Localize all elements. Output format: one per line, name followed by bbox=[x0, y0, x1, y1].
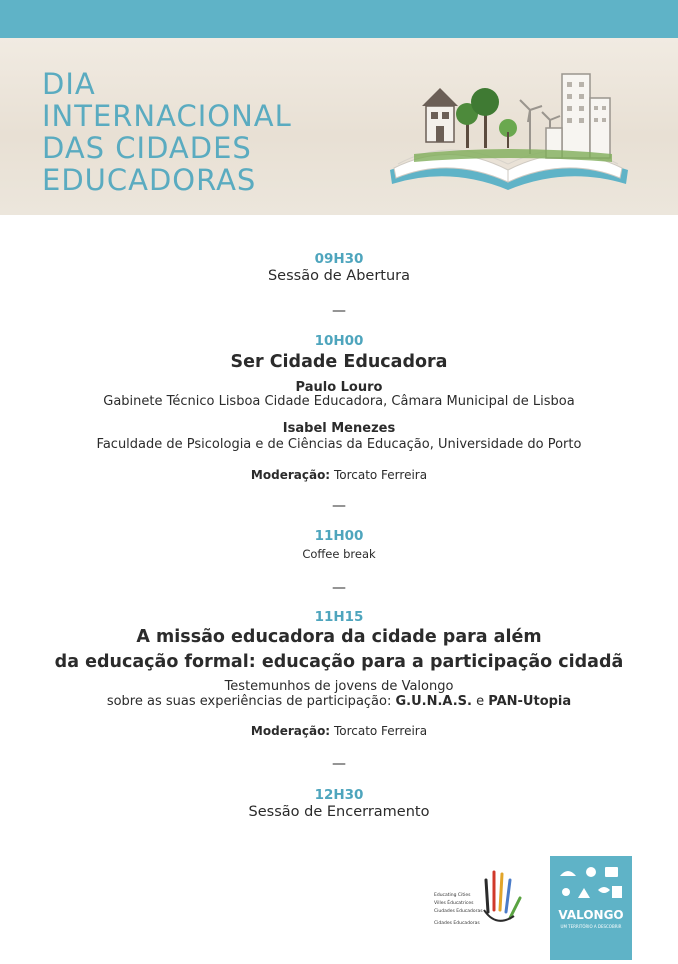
session-title: Ser Cidade Educadora bbox=[230, 352, 448, 372]
session-description bbox=[0, 694, 678, 709]
valongo-name: VALONGO bbox=[558, 908, 624, 922]
moderation bbox=[0, 468, 678, 482]
moderation-label: Moderação: bbox=[250, 468, 331, 482]
educating-cities-logo bbox=[430, 866, 540, 932]
valongo-tagline: UM TERRITÓRIO A DESCOBRIR bbox=[560, 924, 622, 929]
speaker-name: Isabel Menezes bbox=[282, 421, 396, 436]
session-time: 10H00 bbox=[314, 333, 364, 349]
top-color-bar bbox=[0, 0, 678, 38]
session-time: 11H15 bbox=[314, 609, 364, 625]
organization-name: G.U.N.A.S. bbox=[395, 694, 472, 709]
speaker-affiliation: Gabinete Técnico Lisboa Cidade Educadora, Câmara Municipal de Lisboa bbox=[103, 394, 575, 409]
moderator-name: Torcato Ferreira bbox=[333, 724, 428, 738]
moderation-label: Moderação: bbox=[250, 724, 331, 738]
session-time: 12H30 bbox=[314, 787, 364, 803]
speaker-name: Paulo Louro bbox=[295, 380, 383, 395]
separator: — bbox=[332, 756, 346, 772]
valongo-pictograms-icon bbox=[550, 856, 632, 960]
hand-logo-icon bbox=[430, 866, 540, 932]
valongo-logo bbox=[550, 856, 632, 960]
session-title-line: da educação formal: educação para a participação cidadã bbox=[54, 652, 624, 672]
header-banner bbox=[0, 38, 678, 215]
house-icon bbox=[422, 88, 458, 142]
logo-text: Villes Éducatrices bbox=[434, 901, 474, 906]
session-time: 09H30 bbox=[314, 251, 364, 267]
open-book-city-illustration bbox=[380, 58, 640, 208]
event-title-line: DAS CIDADES bbox=[42, 131, 252, 165]
event-title-line: DIA bbox=[42, 67, 96, 101]
session-title-line: A missão educadora da cidade para além bbox=[136, 627, 542, 647]
logo-text: Ciudades Educadoras bbox=[434, 909, 483, 914]
speaker-affiliation: Faculdade de Psicologia e de Ciências da Educação, Universidade do Porto bbox=[96, 437, 582, 452]
logo-text: Cidades Educadoras bbox=[434, 921, 480, 926]
tree-icon bbox=[456, 88, 517, 148]
separator: — bbox=[332, 580, 346, 596]
conjunction: e bbox=[476, 694, 485, 709]
session-title: Sessão de Encerramento bbox=[248, 804, 430, 820]
event-title bbox=[42, 68, 292, 196]
session-description: Testemunhos de jovens de Valongo bbox=[224, 679, 454, 694]
moderation bbox=[0, 724, 678, 738]
session-title: Coffee break bbox=[302, 547, 376, 561]
separator: — bbox=[332, 498, 346, 514]
building-icon bbox=[546, 74, 610, 158]
organization-name: PAN-Utopia bbox=[488, 694, 572, 709]
separator: — bbox=[332, 303, 346, 319]
session-time: 11H00 bbox=[314, 528, 364, 544]
event-title-line: INTERNACIONAL bbox=[42, 99, 292, 133]
moderator-name: Torcato Ferreira bbox=[333, 468, 428, 482]
description-text: sobre as suas experiências de participação: bbox=[106, 694, 392, 709]
session-title: Sessão de Abertura bbox=[267, 268, 411, 284]
event-title-line: EDUCADORAS bbox=[42, 163, 257, 197]
logo-text: Educating Cities bbox=[434, 893, 471, 898]
